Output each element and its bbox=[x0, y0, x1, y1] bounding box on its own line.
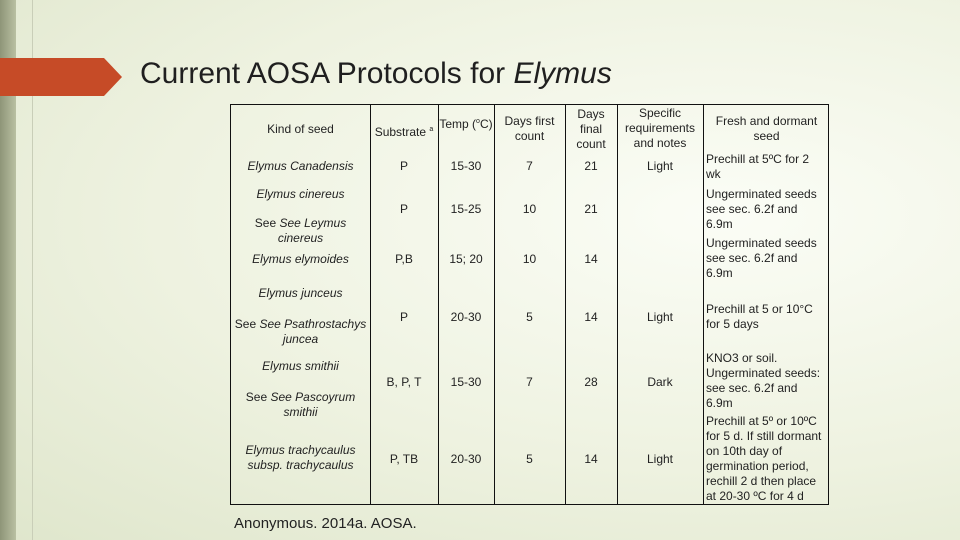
row-kind-see: See See Leymus cinereus bbox=[254, 216, 347, 245]
row-notes: KNO3 or soil. Ungerminated seeds: see sec. 6.2f and 6.9m bbox=[706, 351, 821, 410]
row-kind-see: See See Psathrostachys juncea bbox=[234, 317, 367, 346]
row-substrate: P bbox=[399, 202, 408, 216]
header-kind: Kind of seed bbox=[267, 122, 334, 136]
row-days-final: 14 bbox=[584, 452, 598, 466]
header-fresh: Fresh and dormant seed bbox=[715, 114, 818, 143]
row-days-first: 7 bbox=[526, 159, 533, 173]
row-kind: Elymus Canadensis bbox=[247, 159, 354, 173]
row-temp: 15-30 bbox=[450, 159, 482, 173]
row-days-final: 28 bbox=[584, 375, 598, 389]
row-substrate: P, TB bbox=[389, 452, 419, 466]
row-temp: 20-30 bbox=[450, 310, 482, 324]
row-temp: 15-30 bbox=[450, 375, 482, 389]
row-kind: Elymus junceus bbox=[258, 286, 343, 300]
header-days-final: Days final count bbox=[576, 107, 606, 151]
row-notes: Prechill at 5º or 10ºC for 5 d. If still dormant on 10th day of germination period, rechill 2 d then place at 20-30 ºC for 4 d bbox=[706, 414, 822, 503]
row-substrate: B, P, T bbox=[386, 375, 422, 389]
protocol-table bbox=[230, 104, 829, 505]
row-substrate: P bbox=[399, 159, 408, 173]
citation-footer: Anonymous. 2014a. AOSA. bbox=[234, 515, 417, 532]
row-specific: Light bbox=[646, 452, 674, 466]
row-temp: 15; 20 bbox=[449, 252, 483, 266]
row-specific: Light bbox=[646, 159, 674, 173]
row-notes: Ungerminated seeds see sec. 6.2f and 6.9m bbox=[706, 187, 817, 231]
slide-title: Current AOSA Protocols for Elymus bbox=[140, 57, 612, 90]
row-specific: Light bbox=[646, 310, 674, 324]
row-days-first: 5 bbox=[526, 452, 533, 466]
row-days-first: 5 bbox=[526, 310, 533, 324]
row-temp: 20-30 bbox=[450, 452, 482, 466]
row-kind: Elymus cinereus bbox=[256, 187, 345, 201]
row-days-first: 10 bbox=[522, 252, 537, 266]
row-kind: Elymus trachycaulus subsp. trachycaulus bbox=[245, 443, 356, 472]
header-specific: Specific requirements and notes bbox=[624, 106, 696, 150]
header-days-first: Days first count bbox=[504, 114, 555, 143]
title-accent-arrow bbox=[0, 58, 104, 96]
row-days-final: 14 bbox=[584, 310, 598, 324]
row-days-final: 21 bbox=[584, 159, 598, 173]
row-temp: 15-25 bbox=[450, 202, 482, 216]
header-temp: Temp ($^o$C) bbox=[439, 117, 493, 131]
row-kind: Elymus smithii bbox=[262, 359, 339, 373]
row-notes: Prechill at 5 or 10°C for 5 days bbox=[706, 302, 813, 331]
row-notes: Ungerminated seeds see sec. 6.2f and 6.9m bbox=[706, 236, 817, 280]
row-days-final: 14 bbox=[584, 252, 598, 266]
row-notes: Prechill at 5ºC for 2 wk bbox=[706, 152, 810, 181]
row-substrate: P,B bbox=[395, 252, 413, 266]
header-substrate: Substrate $^a$ bbox=[374, 125, 434, 139]
row-days-first: 7 bbox=[526, 375, 533, 389]
slide-title-genus: Elymus bbox=[513, 57, 612, 90]
row-days-final: 21 bbox=[584, 202, 598, 216]
column-divider bbox=[703, 105, 704, 504]
row-kind: Elymus elymoides bbox=[252, 252, 349, 266]
row-specific: Dark bbox=[647, 375, 673, 389]
row-days-first: 10 bbox=[522, 202, 537, 216]
row-kind-see: See See Pascoyrum smithii bbox=[245, 390, 356, 419]
row-substrate: P bbox=[399, 310, 408, 324]
